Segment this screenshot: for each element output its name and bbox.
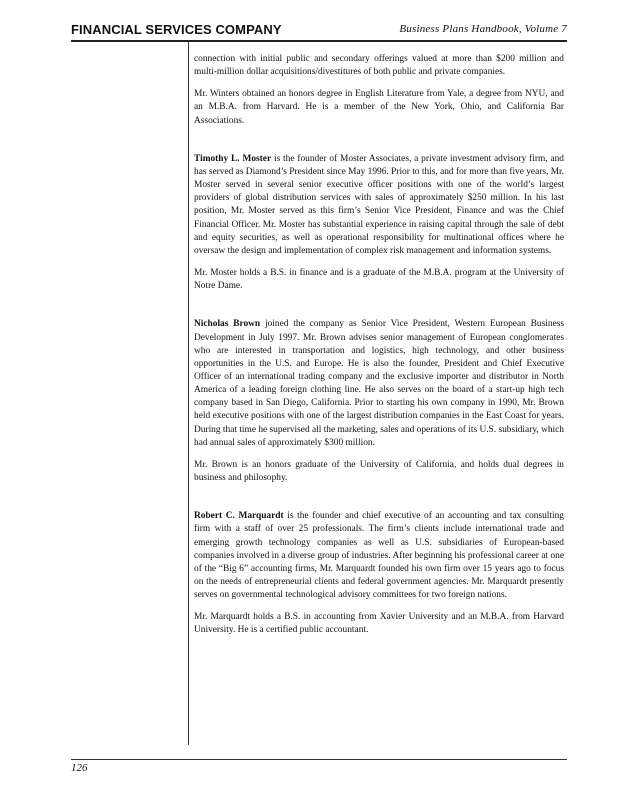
header-publication-title: Business Plans Handbook, Volume 7	[399, 23, 567, 35]
margin-rule	[188, 42, 189, 745]
person-name: Nicholas Brown	[194, 319, 261, 330]
bio-moster	[194, 153, 564, 258]
person-name: Robert C. Marquardt	[194, 511, 284, 522]
paragraph: connection with initial public and secondary offerings valued at more than $200 million and multi-million dollar acquisitions/divestitures of both public and private companies.	[194, 54, 564, 78]
header-rule	[71, 40, 567, 42]
footer-rule	[71, 759, 567, 760]
header-company-name: FINANCIAL SERVICES COMPANY	[71, 22, 282, 37]
bio-text: is the founder of Moster Associates, a private investment advisory firm, and has served as Diamond’s President since May 1996. Prior to this, and for more than five years, Mr. Moster served in several senior executive officer positions with one of the world’s largest providers of global distribution services with sales of approximately $250 million. In his last position, Mr. Moster served as this firm’s Senior Vice President, Finance and was the Chief Financial Officer. Mr. Moster has substantial experience in raising capital through the sale of debt and equity securities, as well as operational responsibility for multinational offices where he oversaw the design and implementation of complex risk management and information systems.	[194, 153, 564, 256]
running-header	[71, 22, 567, 42]
body-text	[194, 53, 564, 647]
person-name: Timothy L. Moster	[194, 153, 272, 164]
page-number: 126	[71, 762, 88, 774]
bio-brown	[194, 318, 564, 450]
bio-text: joined the company as Senior Vice President, Western European Business Development in July 1997. Mr. Brown advises senior management of European conglomerates who are interested in transportation and logistics, high technology, and other business opportunities in the U.S. and Europe. He is also the founder, President and Chief Executive Officer of an international trading company and the exclusive importer and distributor in North America of a leading foreign clothing line. He also serves on the board of a start-up high tech company based in San Diego, California. Prior to starting his own company in 1990, Mr. Brown held executive positions with one of the largest distribution companies in the East Coast for years. During that time he supervised all the marketing, sales and operations of its U.S. subsidiary, which had annual sales of approximately $300 million.	[194, 319, 564, 448]
paragraph: Mr. Brown is an honors graduate of the University of California, and holds dual degrees in business and philosophy.	[194, 459, 564, 484]
paragraph: Mr. Moster holds a B.S. in finance and is a graduate of the M.B.A. program at the University of Notre Dame.	[194, 268, 564, 292]
bio-text: is the founder and chief executive of an accounting and tax consulting firm with a staff of over 25 professionals. The firm’s clients include international trade and emerging growth technology companies as well as U.S. subsidiaries of European-based companies involved in a diverse group of industries. After beginning his professional career at one of the “Big 6” accounting firms, Mr. Marquardt founded his own firm over 15 years ago to focus on the needs of entrepreneurial clients and federal government agencies. Mr. Marquardt presently serves on governmental technological advisory committees for two foreign nations.	[194, 511, 564, 601]
bio-marquardt	[194, 510, 564, 602]
paragraph: Mr. Winters obtained an honors degree in English Literature from Yale, a degree from NYU, and an M.B.A. from Harvard. He is a member of the New York, Ohio, and California Bar Associations.	[194, 89, 564, 126]
paragraph: Mr. Marquardt holds a B.S. in accounting from Xavier University and an M.B.A. from Harvard University. He is a certified public accountant.	[194, 612, 564, 636]
